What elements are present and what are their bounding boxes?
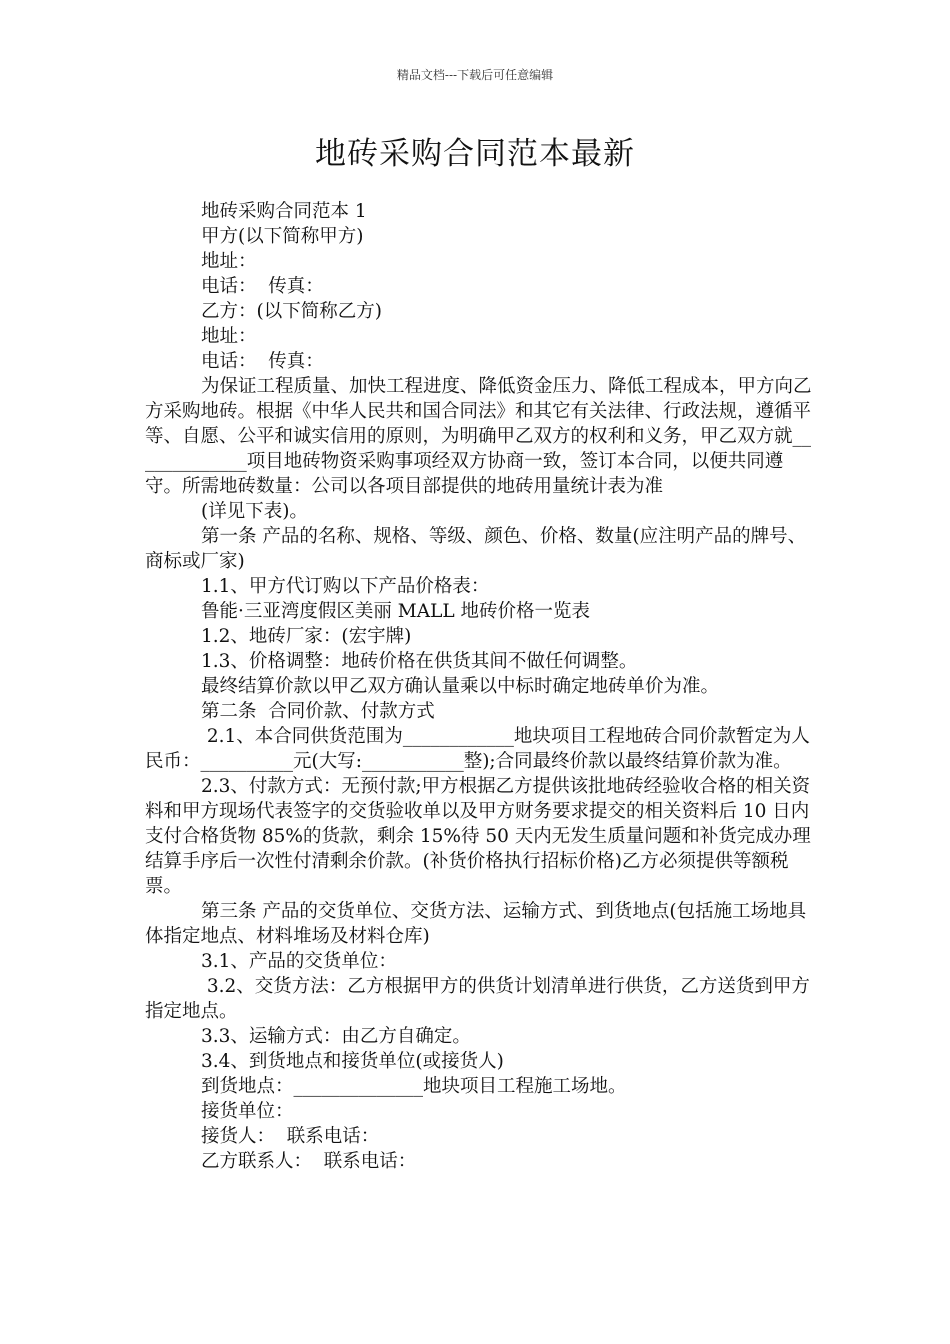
paragraph: 2.3、付款方式：无预付款;甲方根据乙方提供该批地砖经验收合格的相关资料和甲方现场代表签字的交货验收单以及甲方财务要求提交的相关资料后 10 日内支付合格货物 85%的货款，剩余 15%待 50 天内无发生质量问题和补货完成办理结算手序后一次性付清剩余价款。(补货价格执行招标价格)乙方必须提供等额税票。 bbox=[145, 776, 811, 897]
paragraph: 到货地点：______________地块项目工程施工场地。 bbox=[201, 1076, 627, 1097]
document-title: 地砖采购合同范本最新 bbox=[315, 136, 635, 172]
paragraph: 电话： 传真： bbox=[201, 351, 324, 372]
paragraph: 接货单位： bbox=[201, 1101, 294, 1122]
paragraph: 3.2、交货方法：乙方根据甲方的供货计划清单进行供货，乙方送货到甲方指定地点。 bbox=[145, 976, 810, 1022]
paragraph: 第三条 产品的交货单位、交货方法、运输方式、到货地点(包括施工场地具体指定地点、材料堆场及材料仓库) bbox=[145, 901, 807, 947]
paragraph: 甲方(以下简称甲方) bbox=[201, 226, 364, 247]
paragraph: 2.1、本合同供货范围为____________地块项目工程地砖合同价款暂定为人民币：__________元(大写:___________整);合同最终价款以最终结算价款为准。 bbox=[145, 726, 810, 772]
paragraph: 为保证工程质量、加快工程进度、降低资金压力、降低工程成本，甲方向乙方采购地砖。根据《中华人民共和国合同法》和其它有关法律、行政法规，遵循平等、自愿、公平和诚实信用的原则，为明确甲乙双方的权利和义务，甲乙双方就_____________项目地砖物资采购事项经双方协商一致，签订本合同，以便共同遵守。所需地砖数量：公司以各项目部提供的地砖用量统计表为准 bbox=[145, 376, 812, 497]
paragraph: 1.2、地砖厂家：(宏宇牌) bbox=[201, 626, 412, 647]
paragraph: 3.1、产品的交货单位： bbox=[201, 951, 397, 972]
paragraph: 鲁能·三亚湾度假区美丽 MALL 地砖价格一览表 bbox=[201, 601, 591, 622]
page-header: 精品文档---下载后可任意编辑 bbox=[396, 68, 554, 82]
paragraph: 3.3、运输方式：由乙方自确定。 bbox=[201, 1026, 471, 1047]
paragraph: 第一条 产品的名称、规格、等级、颜色、价格、数量(应注明产品的牌号、商标或厂家) bbox=[145, 526, 807, 572]
document-body bbox=[145, 199, 813, 1174]
paragraph: 乙方联系人： 联系电话： bbox=[201, 1151, 417, 1172]
paragraph: 1.1、甲方代订购以下产品价格表： bbox=[201, 576, 490, 597]
paragraph: 接货人： 联系电话： bbox=[201, 1126, 380, 1147]
paragraph: 电话： 传真： bbox=[201, 276, 324, 297]
paragraph: 乙方：(以下简称乙方) bbox=[201, 301, 382, 322]
paragraph: 3.4、到货地点和接货单位(或接货人) bbox=[201, 1051, 504, 1072]
paragraph: 第二条 合同价款、付款方式 bbox=[201, 701, 435, 722]
paragraph: (详见下表)。 bbox=[201, 501, 308, 522]
paragraph: 1.3、价格调整：地砖价格在供货其间不做任何调整。 bbox=[201, 651, 638, 672]
paragraph: 地址： bbox=[201, 326, 257, 347]
paragraph: 地砖采购合同范本 1 bbox=[201, 201, 367, 222]
paragraph: 最终结算价款以甲乙双方确认量乘以中标时确定地砖单价为准。 bbox=[201, 676, 720, 697]
paragraph: 地址： bbox=[201, 251, 257, 272]
